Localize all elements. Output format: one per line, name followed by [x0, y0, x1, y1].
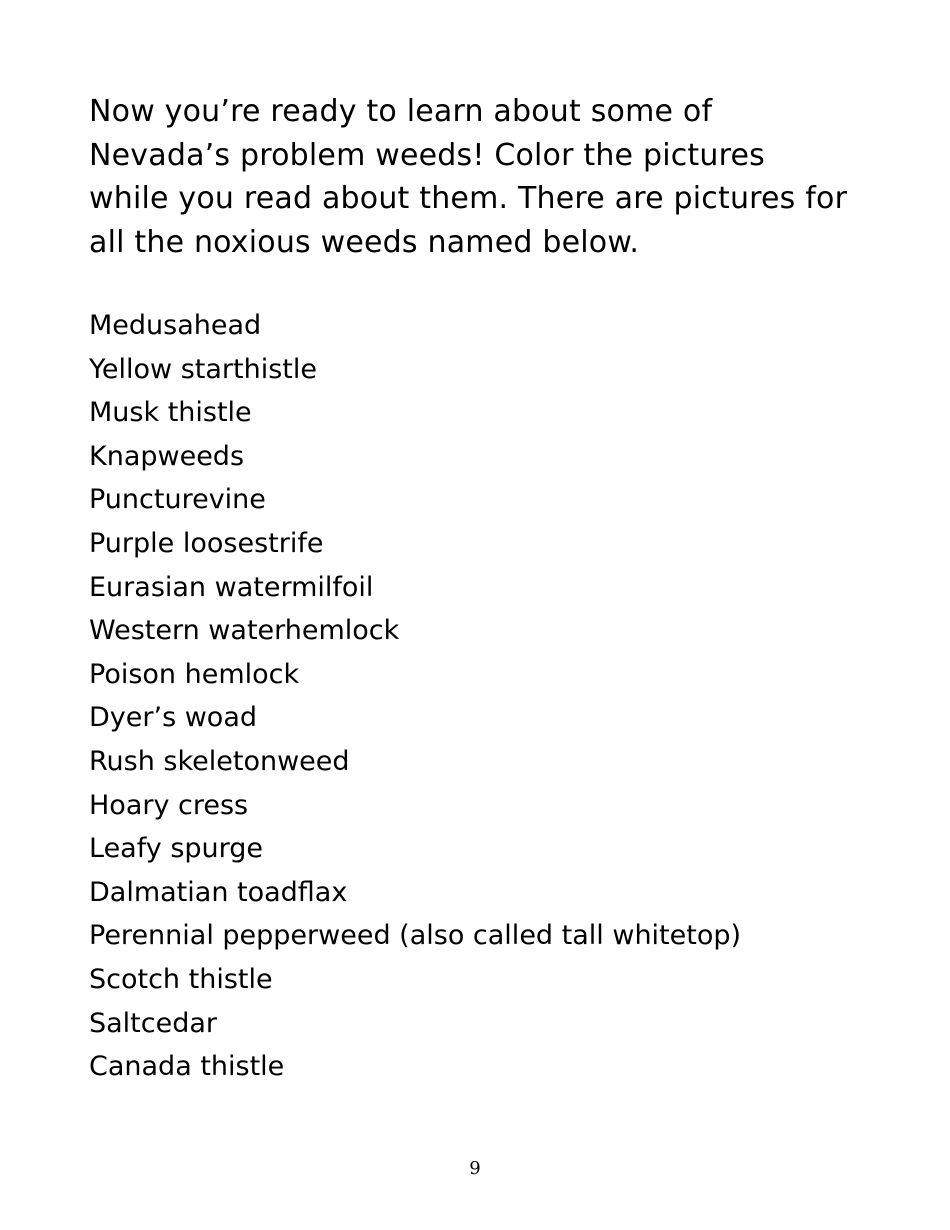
- weed-item: Dyer’s woad: [89, 702, 257, 734]
- weed-item: Purple loosestrife: [89, 527, 324, 559]
- weed-item: Eurasian watermilfoil: [89, 571, 374, 603]
- weed-item: Knapweeds: [89, 440, 245, 472]
- weed-item: Hoary cress: [89, 789, 249, 821]
- weed-item: Puncturevine: [89, 484, 266, 516]
- weed-item: Leafy spurge: [89, 833, 264, 865]
- weed-item: Dalmatian toadflax: [89, 876, 348, 908]
- weed-item: Western waterhemlock: [89, 615, 400, 647]
- weed-item: Yellow starthistle: [89, 353, 317, 385]
- weed-list: [89, 304, 741, 1089]
- weed-item: Perennial pepperweed (also called tall whitetop): [89, 920, 742, 952]
- weed-item: Poison hemlock: [89, 658, 300, 690]
- weed-item: Saltcedar: [89, 1007, 218, 1039]
- weed-item: Musk thistle: [89, 397, 252, 429]
- page-number: 9: [469, 1158, 481, 1179]
- weed-item: Scotch thistle: [89, 963, 273, 995]
- weed-item: Canada thistle: [89, 1051, 285, 1083]
- intro-paragraph: Now you’re ready to learn about some of Nevada’s problem weeds! Color the pictures while you read about them. There are pictures for all the noxious weeds named below.: [89, 94, 848, 260]
- weed-item: Medusahead: [89, 310, 262, 341]
- weed-item: Rush skeletonweed: [89, 745, 350, 777]
